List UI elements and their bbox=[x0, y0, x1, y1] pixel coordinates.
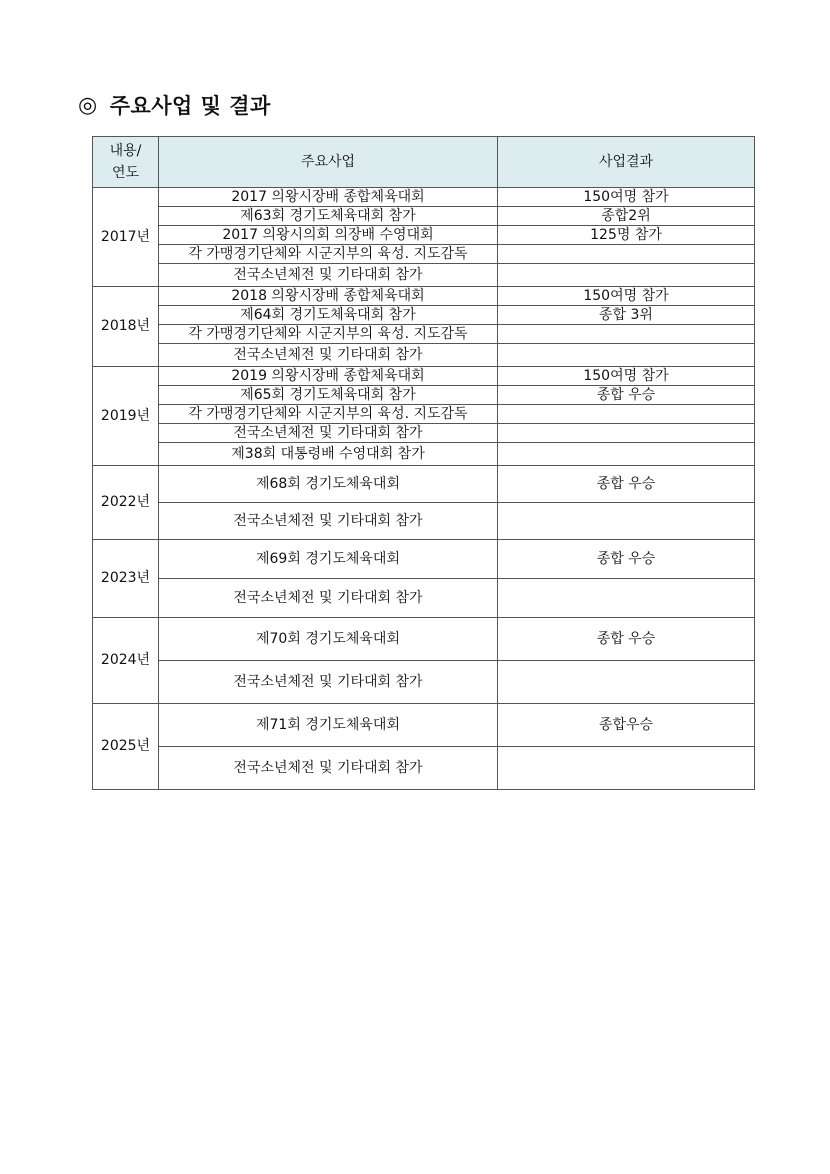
table-row bbox=[93, 287, 755, 306]
project-cell: 2019 의왕시장배 종합체육대회 bbox=[159, 367, 498, 386]
header-year-line2: 연도 bbox=[111, 165, 140, 181]
result-cell bbox=[498, 661, 755, 704]
table-row bbox=[93, 661, 755, 704]
table-row bbox=[93, 466, 755, 503]
project-cell: 각 가맹경기단체와 시군지부의 육성. 지도감독 bbox=[159, 245, 498, 264]
table-row bbox=[93, 207, 755, 226]
table-row bbox=[93, 540, 755, 579]
project-cell: 제64회 경기도체육대회 참가 bbox=[159, 306, 498, 325]
project-cell: 제68회 경기도체육대회 bbox=[159, 466, 498, 503]
project-cell: 전국소년체전 및 기타대회 참가 bbox=[159, 503, 498, 540]
project-cell: 전국소년체전 및 기타대회 참가 bbox=[159, 424, 498, 443]
result-cell: 150여명 참가 bbox=[498, 367, 755, 386]
year-cell: 2018년 bbox=[93, 287, 159, 367]
project-cell: 각 가맹경기단체와 시군지부의 육성. 지도감독 bbox=[159, 405, 498, 424]
table-header-row bbox=[93, 137, 755, 188]
result-cell: 종합 우승 bbox=[498, 540, 755, 579]
project-cell: 2017 의왕시장배 종합체육대회 bbox=[159, 188, 498, 207]
table-row bbox=[93, 367, 755, 386]
section-title: 주요사업 및 결과 bbox=[109, 94, 271, 118]
table-row bbox=[93, 306, 755, 325]
table-row bbox=[93, 325, 755, 344]
table-row bbox=[93, 226, 755, 245]
result-cell bbox=[498, 264, 755, 287]
result-cell: 종합우승 bbox=[498, 704, 755, 747]
year-cell: 2017년 bbox=[93, 188, 159, 287]
result-cell: 종합2위 bbox=[498, 207, 755, 226]
table-row bbox=[93, 579, 755, 618]
result-cell: 종합 우승 bbox=[498, 466, 755, 503]
year-cell: 2025년 bbox=[93, 704, 159, 790]
table-row bbox=[93, 747, 755, 790]
double-circle-icon: ◎ bbox=[78, 92, 98, 118]
result-cell bbox=[498, 747, 755, 790]
project-cell: 제71회 경기도체육대회 bbox=[159, 704, 498, 747]
results-table bbox=[92, 136, 755, 790]
result-cell: 종합 우승 bbox=[498, 618, 755, 661]
table-row bbox=[93, 386, 755, 405]
header-year bbox=[93, 137, 159, 188]
result-cell bbox=[498, 443, 755, 466]
header-year-line1: 내용/ bbox=[109, 142, 142, 159]
project-cell: 전국소년체전 및 기타대회 참가 bbox=[159, 747, 498, 790]
table-row bbox=[93, 503, 755, 540]
result-cell: 150여명 참가 bbox=[498, 188, 755, 207]
year-cell: 2019년 bbox=[93, 367, 159, 466]
year-cell: 2022년 bbox=[93, 466, 159, 540]
result-cell bbox=[498, 503, 755, 540]
year-cell: 2023년 bbox=[93, 540, 159, 618]
table-row bbox=[93, 424, 755, 443]
result-cell: 150여명 참가 bbox=[498, 287, 755, 306]
header-project: 주요사업 bbox=[159, 137, 498, 188]
result-cell bbox=[498, 344, 755, 367]
project-cell: 각 가맹경기단체와 시군지부의 육성. 지도감독 bbox=[159, 325, 498, 344]
project-cell: 2018 의왕시장배 종합체육대회 bbox=[159, 287, 498, 306]
section-heading bbox=[78, 90, 271, 120]
table-row bbox=[93, 704, 755, 747]
result-cell bbox=[498, 245, 755, 264]
project-cell: 제69회 경기도체육대회 bbox=[159, 540, 498, 579]
result-cell bbox=[498, 424, 755, 443]
header-result: 사업결과 bbox=[498, 137, 755, 188]
table-row bbox=[93, 443, 755, 466]
project-cell: 제65회 경기도체육대회 참가 bbox=[159, 386, 498, 405]
project-cell: 전국소년체전 및 기타대회 참가 bbox=[159, 661, 498, 704]
result-cell: 종합 3위 bbox=[498, 306, 755, 325]
project-cell: 전국소년체전 및 기타대회 참가 bbox=[159, 264, 498, 287]
project-cell: 제38회 대통령배 수영대회 참가 bbox=[159, 443, 498, 466]
table-row bbox=[93, 188, 755, 207]
project-cell: 제70회 경기도체육대회 bbox=[159, 618, 498, 661]
project-cell: 제63회 경기도체육대회 참가 bbox=[159, 207, 498, 226]
year-cell: 2024년 bbox=[93, 618, 159, 704]
result-cell bbox=[498, 579, 755, 618]
result-cell: 종합 우승 bbox=[498, 386, 755, 405]
project-cell: 전국소년체전 및 기타대회 참가 bbox=[159, 579, 498, 618]
table-row bbox=[93, 405, 755, 424]
result-cell bbox=[498, 405, 755, 424]
project-cell: 2017 의왕시의회 의장배 수영대회 bbox=[159, 226, 498, 245]
table-row bbox=[93, 618, 755, 661]
table-row bbox=[93, 344, 755, 367]
table-row bbox=[93, 245, 755, 264]
result-cell: 125명 참가 bbox=[498, 226, 755, 245]
result-cell bbox=[498, 325, 755, 344]
project-cell: 전국소년체전 및 기타대회 참가 bbox=[159, 344, 498, 367]
table-row bbox=[93, 264, 755, 287]
